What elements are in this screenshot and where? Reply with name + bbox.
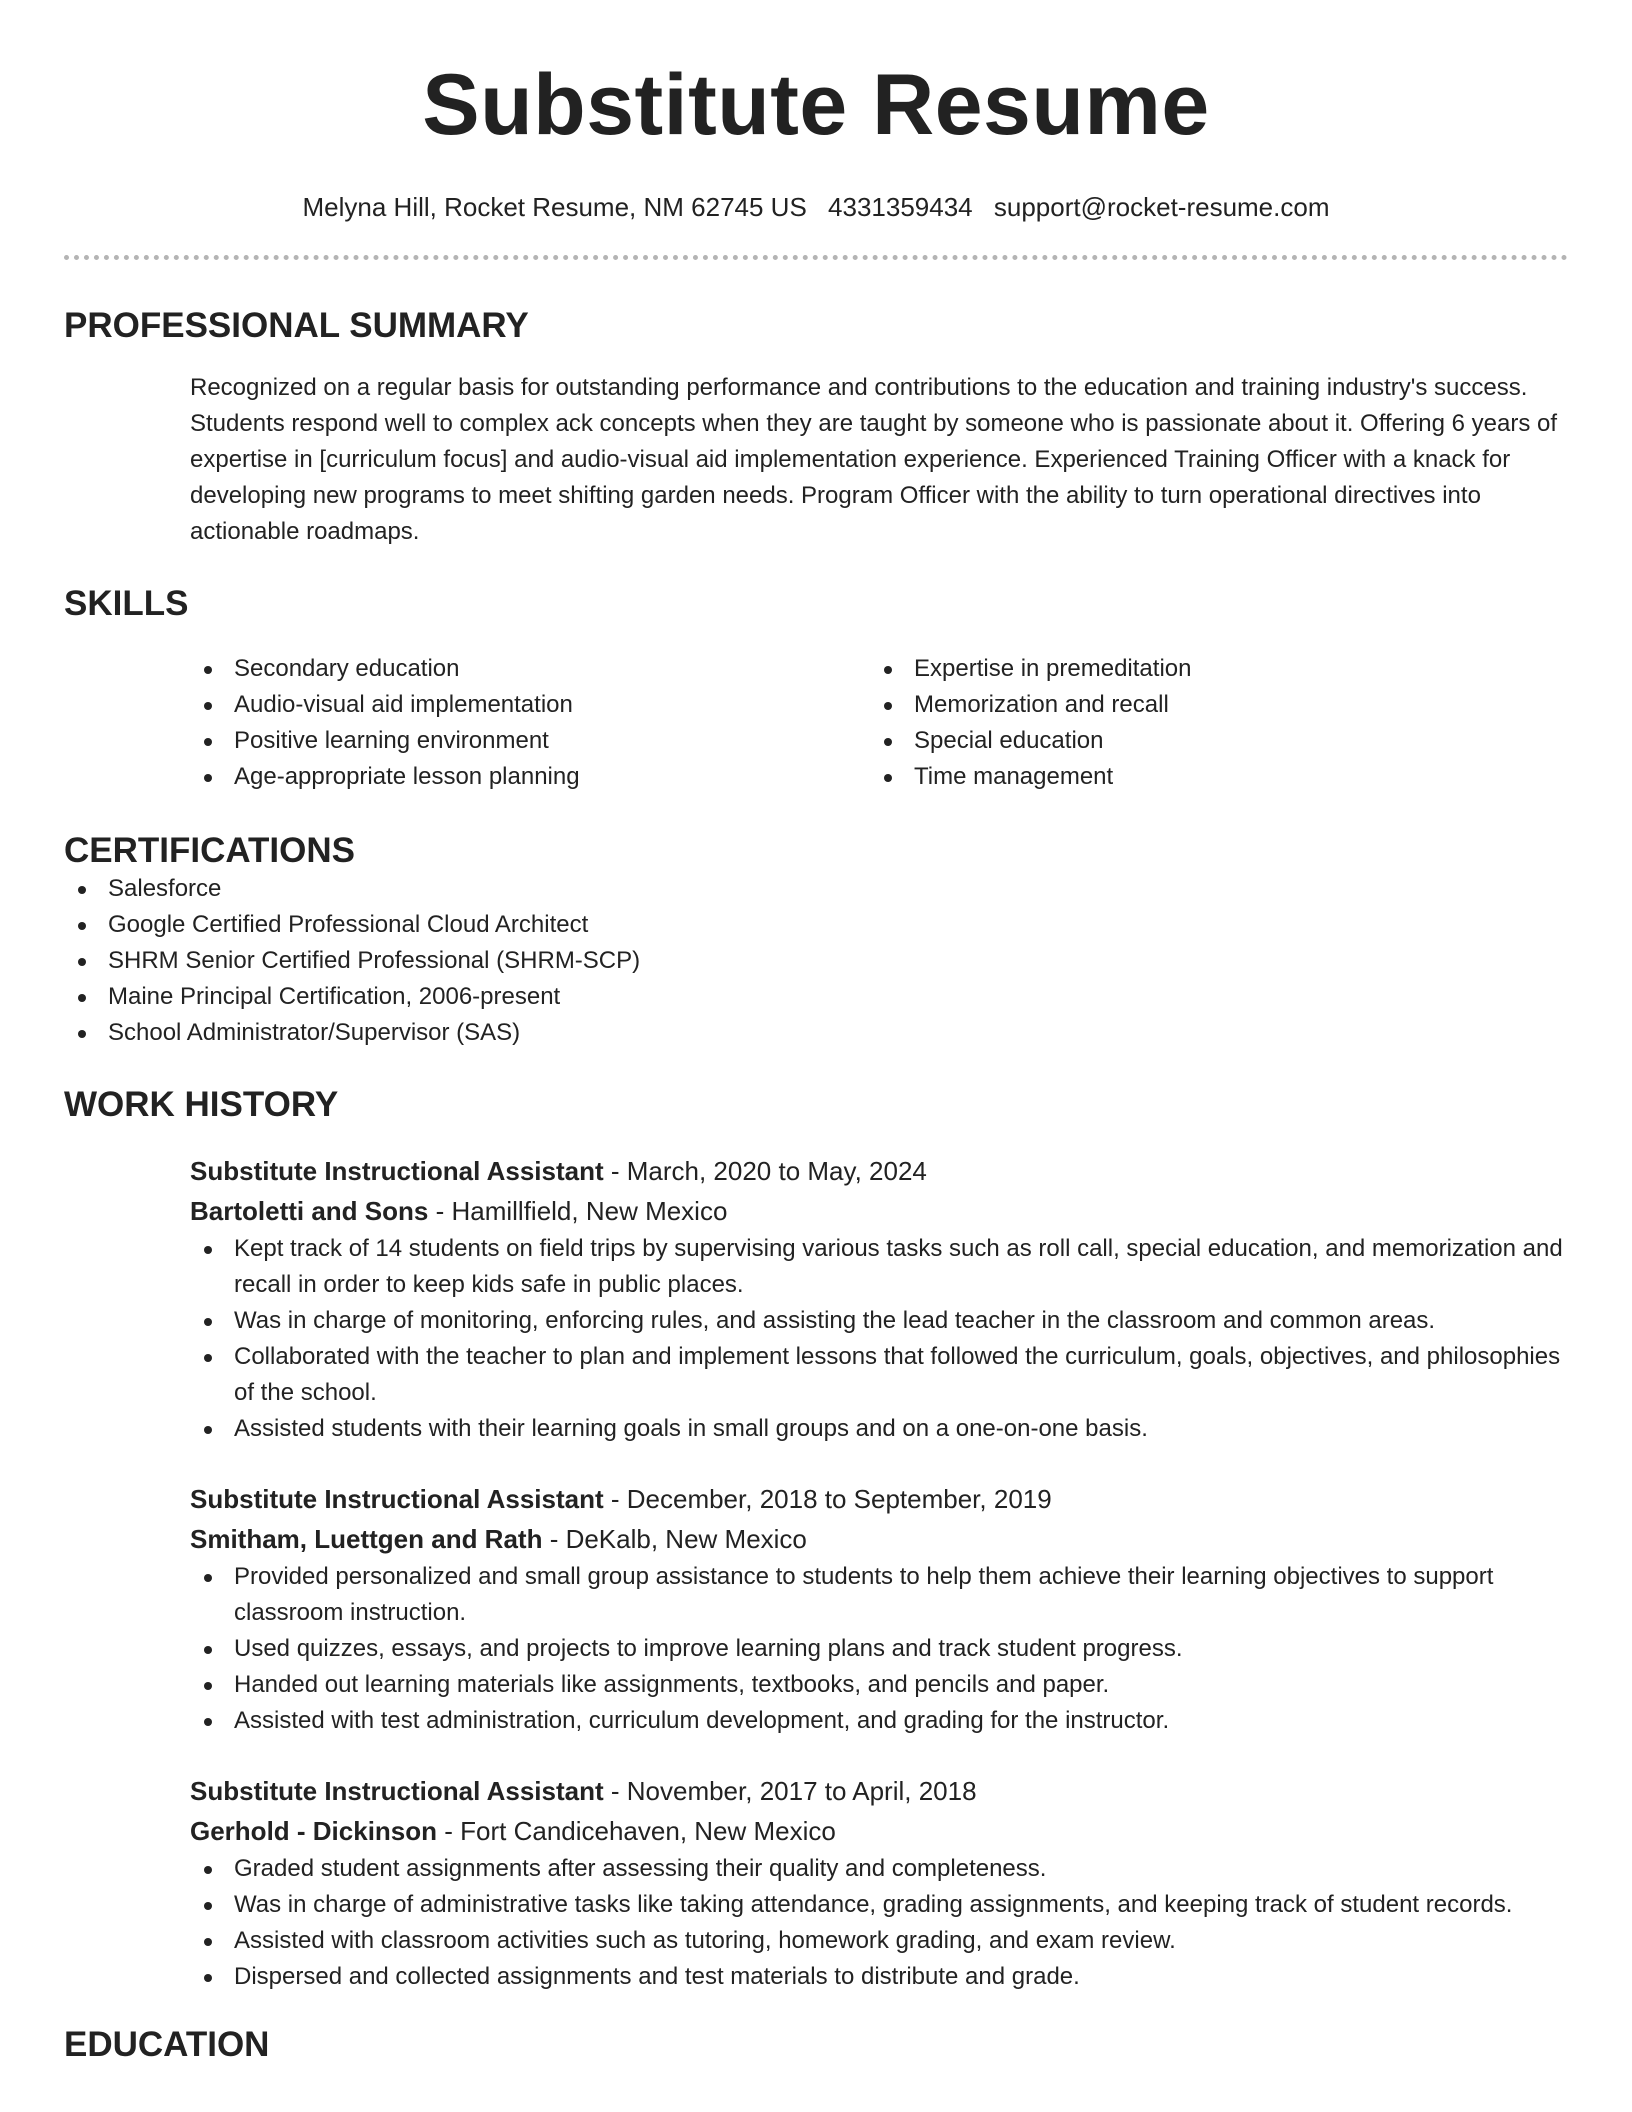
- certifications-list: [64, 871, 1568, 1051]
- job-bullet: Assisted with classroom activities such as tutoring, homework grading, and exam review.: [190, 1923, 1568, 1959]
- job-company: Gerhold - Dickinson: [190, 1816, 438, 1847]
- skill-item: Memorization and recall: [870, 687, 1550, 723]
- contact-address: Melyna Hill, Rocket Resume, NM 62745 US: [302, 192, 807, 222]
- job-entry: [190, 1771, 1568, 1995]
- job-company: Smitham, Luettgen and Rath: [190, 1524, 543, 1555]
- summary-section: [64, 306, 1568, 550]
- resume-title: Substitute Resume: [422, 57, 1210, 153]
- job-bullet: Graded student assignments after assessing their quality and completeness.: [190, 1851, 1568, 1887]
- skills-column-right: [870, 651, 1550, 795]
- certification-item: School Administrator/Supervisor (SAS): [64, 1015, 1568, 1051]
- job-location: - Hamillfield, New Mexico: [428, 1196, 728, 1227]
- work-history-heading: WORK HISTORY: [64, 1084, 339, 1124]
- skill-item: Positive learning environment: [190, 723, 870, 759]
- job-bullet: Used quizzes, essays, and projects to improve learning plans and track student progress.: [190, 1631, 1568, 1667]
- skills-grid: [190, 651, 1568, 795]
- job-title: Substitute Instructional Assistant: [190, 1156, 604, 1187]
- job-dates: - November, 2017 to April, 2018: [603, 1776, 977, 1807]
- certification-item: SHRM Senior Certified Professional (SHRM-SCP): [64, 943, 1568, 979]
- job-bullet: Was in charge of monitoring, enforcing rules, and assisting the lead teacher in the classroom and common areas.: [190, 1303, 1568, 1339]
- job-bullet: Kept track of 14 students on field trips by supervising various tasks such as roll call, special education, and memorization and recall in order to keep kids safe in public places.: [190, 1231, 1568, 1303]
- job-title: Substitute Instructional Assistant: [190, 1776, 604, 1807]
- job-bullet: Handed out learning materials like assignments, textbooks, and pencils and paper.: [190, 1667, 1568, 1703]
- contact-phone: 4331359434: [828, 192, 973, 222]
- job-dates: - March, 2020 to May, 2024: [603, 1156, 927, 1187]
- summary-heading: PROFESSIONAL SUMMARY: [64, 306, 529, 346]
- job-bullets: [190, 1559, 1568, 1739]
- job-bullets: [190, 1231, 1568, 1447]
- job-title: Substitute Instructional Assistant: [190, 1484, 604, 1515]
- skills-column-left: [190, 651, 870, 795]
- skill-item: Time management: [870, 759, 1550, 795]
- job-bullet: Assisted with test administration, curriculum development, and grading for the instructor.: [190, 1703, 1568, 1739]
- job-bullet: Collaborated with the teacher to plan and implement lessons that followed the curriculum, goals, objectives, and philosophies of the school.: [190, 1339, 1568, 1411]
- job-company: Bartoletti and Sons: [190, 1196, 429, 1227]
- skill-item: Age-appropriate lesson planning: [190, 759, 870, 795]
- skill-item: Expertise in premeditation: [870, 651, 1550, 687]
- job-entry: [190, 1479, 1568, 1739]
- job-title-line: [190, 1151, 1568, 1191]
- certification-item: Maine Principal Certification, 2006-present: [64, 979, 1568, 1015]
- work-history-section: [64, 1085, 1568, 1995]
- skills-section: [64, 584, 1568, 794]
- job-title-line: [190, 1771, 1568, 1811]
- certification-item: Google Certified Professional Cloud Architect: [64, 907, 1568, 943]
- job-bullet: Dispersed and collected assignments and test materials to distribute and grade.: [190, 1959, 1568, 1995]
- contact-line: [64, 192, 1568, 223]
- job-company-line: [190, 1191, 1568, 1231]
- job-location: - DeKalb, New Mexico: [542, 1524, 807, 1555]
- skills-heading: SKILLS: [64, 584, 189, 624]
- certifications-heading: CERTIFICATIONS: [64, 830, 356, 870]
- job-bullet: Assisted students with their learning goals in small groups and on a one-on-one basis.: [190, 1411, 1568, 1447]
- job-bullet: Provided personalized and small group assistance to students to help them achieve their learning objectives to support classroom instruction.: [190, 1559, 1568, 1631]
- resume-page: [64, 0, 1568, 2065]
- summary-text: Recognized on a regular basis for outstanding performance and contributions to the education and training industry's success. Students respond well to complex ack concepts when they are taught by someone who is passionate about it. Offering 6 years of expertise in [curriculum focus] and audio-visual aid implementation experience. Experienced Training Officer with a knack for developing new programs to meet shifting garden needs. Program Officer with the ability to turn operational directives into actionable roadmaps.: [190, 374, 1558, 546]
- skill-item: Special education: [870, 723, 1550, 759]
- job-dates: - December, 2018 to September, 2019: [603, 1484, 1052, 1515]
- job-company-line: [190, 1519, 1568, 1559]
- header-divider: [64, 255, 1568, 260]
- job-title-line: [190, 1479, 1568, 1519]
- job-bullet: Was in charge of administrative tasks like taking attendance, grading assignments, and keeping track of student records.: [190, 1887, 1568, 1923]
- certification-item: Salesforce: [64, 871, 1568, 907]
- skill-item: Audio-visual aid implementation: [190, 687, 870, 723]
- job-bullets: [190, 1851, 1568, 1995]
- contact-email: support@rocket-resume.com: [993, 192, 1330, 222]
- education-section: [64, 2025, 1568, 2065]
- job-entry: [190, 1151, 1568, 1447]
- job-company-line: [190, 1811, 1568, 1851]
- education-heading: EDUCATION: [64, 2025, 270, 2065]
- skill-item: Secondary education: [190, 651, 870, 687]
- job-location: - Fort Candicehaven, New Mexico: [437, 1816, 836, 1847]
- certifications-section: [64, 831, 1568, 1051]
